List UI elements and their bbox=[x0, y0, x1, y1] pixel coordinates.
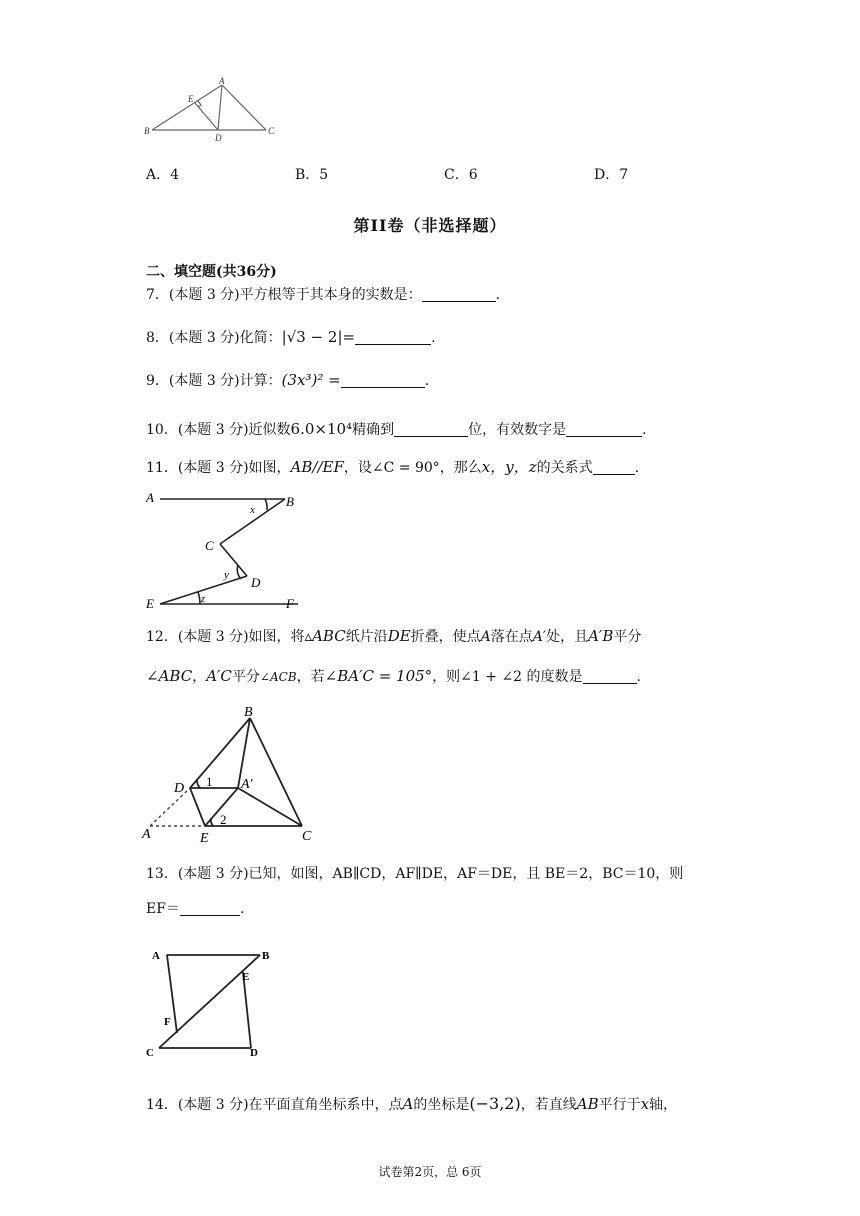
q10-period: . bbox=[642, 422, 647, 438]
q12-text-9: ，则∠1 + ∠2 的度数是 bbox=[432, 669, 583, 685]
q13-text-2: EF＝ bbox=[146, 901, 180, 917]
q9-expression: (3x³)² = bbox=[281, 371, 341, 389]
q12-label-c: C bbox=[302, 829, 312, 844]
q12-bisector-2: A′C bbox=[206, 667, 232, 685]
q13-period: . bbox=[239, 901, 245, 917]
q10-answer-blank-2[interactable] bbox=[566, 422, 642, 437]
q10-text: 10．(本题 3 分)近似数 bbox=[146, 422, 291, 438]
q14-text-5: 轴， bbox=[649, 1097, 678, 1113]
q12-text-4: 落在点 bbox=[490, 629, 533, 645]
q12-text-5: 处，且 bbox=[546, 629, 589, 645]
q12-fold-line: DE bbox=[387, 627, 411, 645]
section-title: 第II卷（非选择题） bbox=[353, 216, 507, 235]
q13-label-b: B bbox=[262, 950, 270, 962]
q14-axis: x bbox=[640, 1095, 650, 1113]
q8-answer-blank[interactable] bbox=[355, 330, 431, 345]
q11-text-tail: 的关系式 bbox=[536, 460, 593, 476]
question-12-line-1 bbox=[146, 626, 641, 647]
q12-text-8: ，若 bbox=[296, 669, 325, 685]
option-a: A．4 bbox=[146, 167, 180, 183]
q11-period: . bbox=[634, 460, 640, 476]
q11-label-x: x bbox=[250, 504, 255, 516]
q9-answer-blank[interactable] bbox=[341, 373, 425, 388]
q11-label-a: A bbox=[146, 490, 154, 505]
q9-period: . bbox=[424, 373, 430, 389]
q13-text: 13．(本题 3 分)已知，如图，AB∥CD，AF∥DE，AF＝DE，且 BE＝2，BC＝10，则 bbox=[146, 866, 684, 882]
q12-period: . bbox=[636, 669, 641, 685]
q11-answer-blank[interactable] bbox=[593, 460, 635, 475]
q12-condition: ∠BA′C = 105° bbox=[324, 667, 433, 685]
question-13-line-2 bbox=[146, 899, 244, 919]
q14-point-a: A bbox=[402, 1095, 414, 1113]
figure-triangle-ade bbox=[140, 72, 280, 144]
q14-text-3: ，若直线 bbox=[520, 1097, 577, 1113]
q7-text: 7．(本题 3 分)平方根等于其本身的实数是： bbox=[146, 287, 422, 303]
q11-label-d: D bbox=[251, 575, 261, 590]
figure-q11-zigzag bbox=[140, 484, 310, 614]
q12-text-7: 平分 bbox=[231, 669, 260, 685]
q10-text-mid2: 位，有效数字是 bbox=[468, 422, 567, 438]
q12-label-b: B bbox=[244, 705, 253, 720]
q11-label-f: F bbox=[286, 596, 294, 611]
q8-period: . bbox=[431, 330, 436, 346]
question-14 bbox=[146, 1094, 677, 1115]
question-10 bbox=[146, 419, 647, 440]
q11-text-mid: ，设∠C = 90°，那么 bbox=[343, 460, 482, 476]
q8-expression: |√3 − 2|= bbox=[281, 328, 356, 346]
q12-label-e: E bbox=[200, 831, 209, 846]
q13-label-f: F bbox=[164, 1016, 171, 1028]
q12-text-6: 平分 bbox=[613, 629, 642, 645]
q11-label-b: B bbox=[286, 494, 294, 509]
q12-label-d: D bbox=[174, 781, 185, 796]
q11-text: 11．(本题 3 分)如图， bbox=[146, 460, 291, 476]
question-7 bbox=[146, 285, 500, 305]
q10-answer-blank-1[interactable] bbox=[394, 422, 468, 437]
q13-label-a: A bbox=[152, 950, 160, 962]
q12-label-a: A bbox=[142, 827, 151, 842]
question-12-line-2 bbox=[146, 666, 641, 687]
question-8 bbox=[146, 327, 436, 348]
q12-answer-blank[interactable] bbox=[583, 669, 637, 684]
q10-number: 6.0×10⁴ bbox=[290, 420, 353, 438]
q14-text-1: 14．(本题 3 分)在平面直角坐标系中，点 bbox=[146, 1097, 403, 1113]
fig-top-label-e: E bbox=[188, 94, 194, 104]
page-footer: 试卷第2页，总 6页 bbox=[378, 1165, 482, 1179]
q9-text: 9．(本题 3 分)计算： bbox=[146, 373, 282, 389]
figure-q13-parallelogram bbox=[140, 944, 280, 1064]
question-11 bbox=[146, 457, 639, 478]
q11-label-e: E bbox=[146, 596, 154, 611]
q7-answer-blank[interactable] bbox=[422, 287, 496, 302]
q14-text-4: 平行于 bbox=[598, 1097, 641, 1113]
q13-label-d: D bbox=[250, 1047, 258, 1059]
option-d: D．7 bbox=[594, 167, 629, 183]
q12-sep: ， bbox=[192, 669, 207, 685]
q12-text-1: 12．(本题 3 分)如图，将 bbox=[146, 629, 305, 645]
option-b: B．5 bbox=[295, 167, 329, 183]
q14-coordinate: (−3,2) bbox=[469, 1094, 521, 1113]
q7-period: . bbox=[495, 287, 501, 303]
figure-q12-fold bbox=[140, 704, 330, 846]
fig-top-label-c: C bbox=[268, 126, 275, 136]
q13-label-c: C bbox=[146, 1047, 154, 1059]
q12-triangle: ▵ABC bbox=[304, 627, 346, 645]
q12-text-2: 纸片沿 bbox=[345, 629, 388, 645]
fig-top-label-a: A bbox=[219, 76, 225, 86]
q11-vars: x，y，z bbox=[481, 458, 537, 476]
part-header: 二、填空题(共36分) bbox=[146, 264, 277, 280]
q14-text-2: 的坐标是 bbox=[413, 1097, 470, 1113]
option-c: C．6 bbox=[444, 167, 478, 183]
q8-text: 8．(本题 3 分)化简： bbox=[146, 330, 282, 346]
q12-point-a: A bbox=[480, 629, 491, 645]
q12-text-3: 折叠，使点 bbox=[410, 629, 481, 645]
q13-answer-blank[interactable] bbox=[180, 901, 240, 916]
q12-label-1: 1 bbox=[206, 774, 213, 789]
q14-line-ab: AB bbox=[576, 1095, 599, 1113]
q11-label-z: z bbox=[201, 594, 205, 605]
question-9 bbox=[146, 370, 429, 391]
q13-label-e: E bbox=[242, 971, 250, 983]
fig-top-label-b: B bbox=[144, 126, 150, 136]
question-13-line-1 bbox=[146, 864, 683, 884]
q12-label-2: 2 bbox=[220, 812, 227, 827]
q12-angle-acb: ∠ACB bbox=[259, 670, 297, 684]
q12-bisector-1: A′B bbox=[588, 627, 614, 645]
q11-label-y: y bbox=[224, 569, 229, 581]
q12-angle-abc: ∠ABC bbox=[146, 667, 193, 685]
q11-label-c: C bbox=[205, 538, 214, 553]
q11-condition: AB//EF bbox=[290, 458, 344, 476]
q12-point-a-prime: A′ bbox=[532, 629, 547, 645]
q12-label-a-prime: A′ bbox=[241, 777, 253, 792]
fig-top-label-d: D bbox=[215, 133, 222, 143]
q10-text-mid1: 精确到 bbox=[352, 422, 395, 438]
